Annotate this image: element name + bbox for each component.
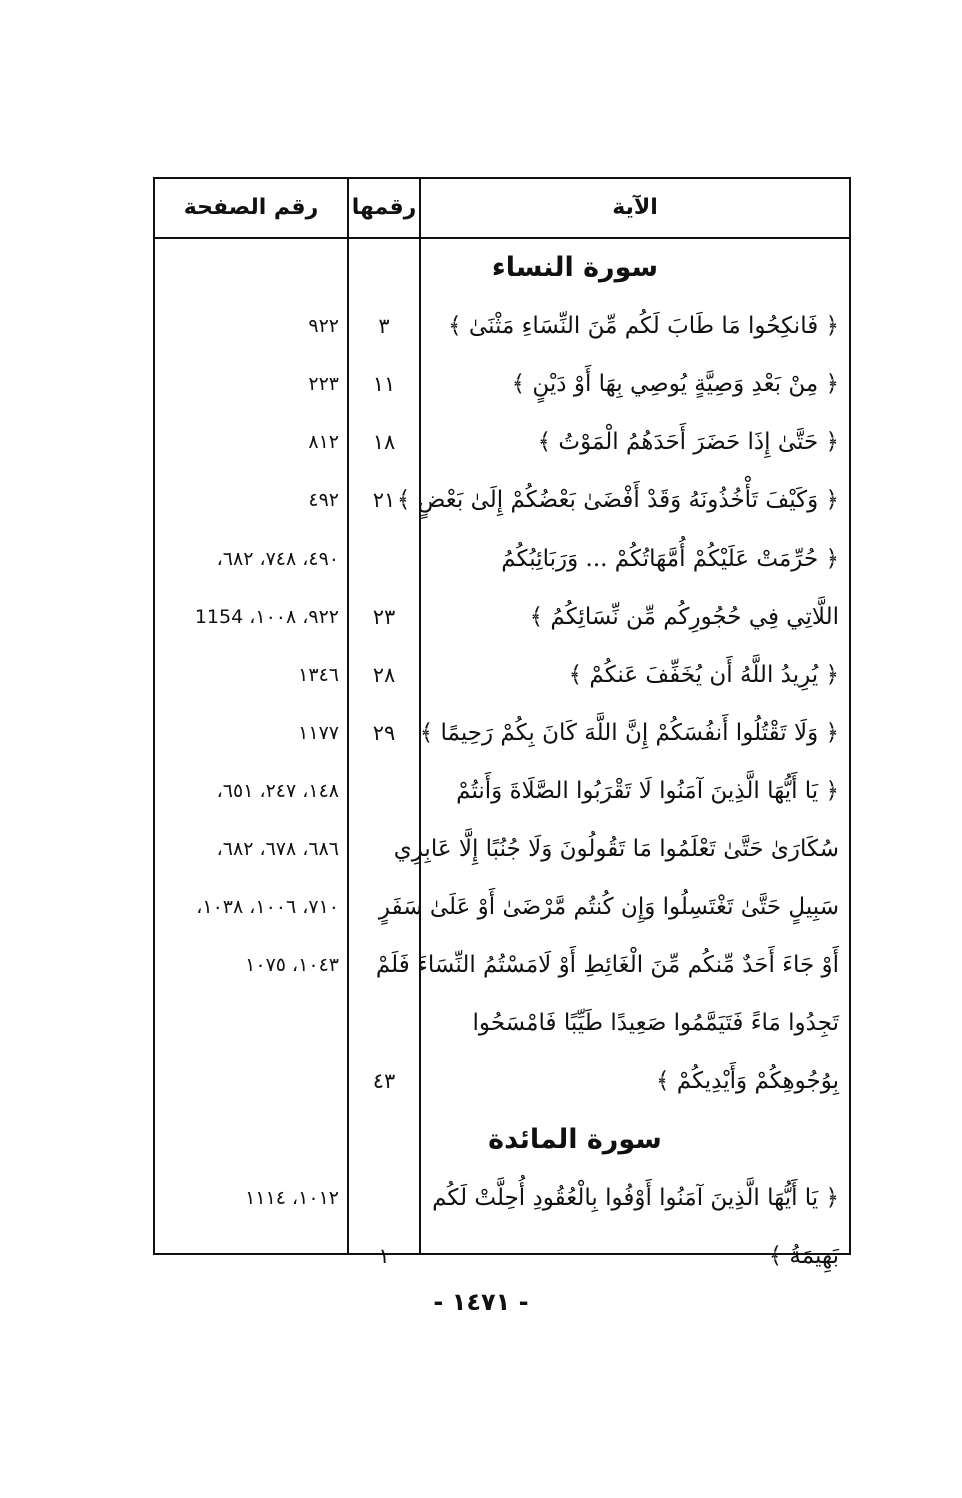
verse-number: ١١ <box>372 372 396 397</box>
page-references <box>159 1111 339 1169</box>
verse-text: سَبِيلٍ حَتَّىٰ تَغْتَسِلُوا وَإِن كُنتُم مَّرْضَىٰ أَوْ عَلَىٰ سَفَرٍ <box>378 894 839 921</box>
table-row <box>155 471 849 529</box>
page-references: ٢٢٣ <box>308 373 339 396</box>
table-row <box>155 646 849 704</box>
page-references: ١٠٤٣، ١٠٧٥ <box>245 954 339 977</box>
verse-number <box>349 1169 419 1227</box>
verse-text: تَجِدُوا مَاءً فَتَيَمَّمُوا صَعِيدًا طَيِّبًا فَامْسَحُوا <box>472 1010 839 1037</box>
table-row <box>155 530 849 588</box>
verse-text: ﴿ حَتَّىٰ إِذَا حَضَرَ أَحَدَهُمُ الْمَوْتُ ﴾ <box>537 429 839 456</box>
verse-number <box>349 936 419 994</box>
verse-text: اللَّاتِي فِي حُجُورِكُم مِّن نِّسَائِكُمُ ﴾ <box>529 603 839 630</box>
header-page: رقم الصفحة <box>183 195 319 220</box>
page-references <box>159 1052 339 1110</box>
table-row <box>155 1227 849 1285</box>
verse-text: ﴿ وَلَا تَقْتُلُوا أَنفُسَكُمْ إِنَّ اللَّهَ كَانَ بِكُمْ رَحِيمًا ﴾ <box>419 719 839 746</box>
verse-number <box>349 994 419 1052</box>
table-row <box>155 878 849 936</box>
verse-index-table <box>153 177 851 1269</box>
verse-number <box>349 820 419 878</box>
table-row <box>155 936 849 994</box>
page-references: ١١٧٧ <box>298 721 339 744</box>
verse-number <box>349 762 419 820</box>
verse-text: سُكَارَىٰ حَتَّىٰ تَعْلَمُوا مَا تَقُولُونَ وَلَا جُنُبًا إِلَّا عَابِرِي <box>393 836 839 862</box>
page-references: ١٠١٢، ١١١٤ <box>245 1186 339 1209</box>
page-references: ٦٨٦، ٦٧٨، ٦٨٢، <box>216 838 339 860</box>
verse-text: ﴿ يُرِيدُ اللَّهُ أَن يُخَفِّفَ عَنكُمْ ﴾ <box>568 661 839 688</box>
verse-number: ٢١ <box>372 488 396 513</box>
verse-number: ٣ <box>378 314 390 339</box>
surah-title: سورة النساء <box>491 252 659 283</box>
verse-text: أَوْ جَاءَ أَحَدٌ مِّنكُم مِّنَ الْغَائِطِ أَوْ لَامَسْتُمُ النِّسَاءَ فَلَمْ <box>375 952 839 979</box>
table-row <box>155 820 849 878</box>
table-row <box>155 704 849 762</box>
table-row <box>155 355 849 413</box>
table-row <box>155 297 849 355</box>
page-references <box>159 1227 339 1285</box>
verse-text: ﴿ حُرِّمَتْ عَلَيْكُمْ أُمَّهَاتُكُمْ ... وَرَبَائِبُكُمُ <box>501 545 839 572</box>
header-number: رقمها <box>351 195 417 220</box>
page-references: ١٤٨، ٢٤٧، ٦٥١، <box>216 779 339 802</box>
verse-text: ﴿ مِنْ بَعْدِ وَصِيَّةٍ يُوصِي بِهَا أَوْ دَيْنٍ ﴾ <box>511 371 839 398</box>
verse-text: بِوُجُوهِكُمْ وَأَيْدِيكُمْ ﴾ <box>655 1068 839 1095</box>
page-references: ٤٩٢ <box>308 489 339 512</box>
table-row <box>155 994 849 1052</box>
verse-text: ﴿ يَا أَيُّهَا الَّذِينَ آمَنُوا لَا تَقْرَبُوا الصَّلَاةَ وَأَنتُمْ <box>456 777 839 804</box>
table-row <box>155 762 849 820</box>
verse-number: ٢٩ <box>372 720 396 745</box>
page-references: ٩٢٢، ١٠٠٨، 1154 <box>194 605 339 628</box>
verse-number <box>349 530 419 588</box>
table-row <box>155 1052 849 1110</box>
verse-text: بَهِيمَةُ ﴾ <box>768 1242 839 1269</box>
verse-text: ﴿ فَانكِحُوا مَا طَابَ لَكُم مِّنَ النِّسَاءِ مَثْنَىٰ ﴾ <box>448 313 839 340</box>
verse-number: ٢٨ <box>372 662 396 687</box>
surah-heading-row <box>155 239 849 297</box>
verse-number: ٢٣ <box>372 604 396 629</box>
verse-number <box>349 239 419 297</box>
surah-heading-row <box>155 1111 849 1169</box>
page-references: ٩٢٢ <box>308 315 339 338</box>
table-row <box>155 588 849 646</box>
verse-text: ﴿ يَا أَيُّهَا الَّذِينَ آمَنُوا أَوْفُوا بِالْعُقُودِ أُحِلَّتْ لَكُم <box>432 1184 839 1211</box>
verse-number <box>349 1111 419 1169</box>
verse-text: ﴿ وَكَيْفَ تَأْخُذُونَهُ وَقَدْ أَفْضَىٰ بَعْضُكُمْ إِلَىٰ بَعْضٍ ﴾ <box>396 487 839 514</box>
verse-number: ٤٣ <box>372 1069 396 1094</box>
table-row <box>155 413 849 471</box>
surah-title: سورة المائدة <box>488 1123 662 1155</box>
header-verse: الآية <box>612 195 658 220</box>
table-row <box>155 1169 849 1227</box>
verse-number <box>349 878 419 936</box>
page-references: ٤٩٠، ٧٤٨، ٦٨٢، <box>216 547 339 570</box>
verse-number: ١ <box>378 1243 390 1268</box>
page-references <box>159 994 339 1052</box>
page-number: - ١٤٧١ - <box>433 1288 529 1316</box>
page-references: ١٣٤٦ <box>298 663 339 686</box>
page-references: ٨١٢ <box>308 431 339 454</box>
page-references <box>159 239 339 297</box>
page-references: ٧١٠، ١٠٠٦، ١٠٣٨، <box>196 896 339 919</box>
verse-number: ١٨ <box>372 430 396 455</box>
